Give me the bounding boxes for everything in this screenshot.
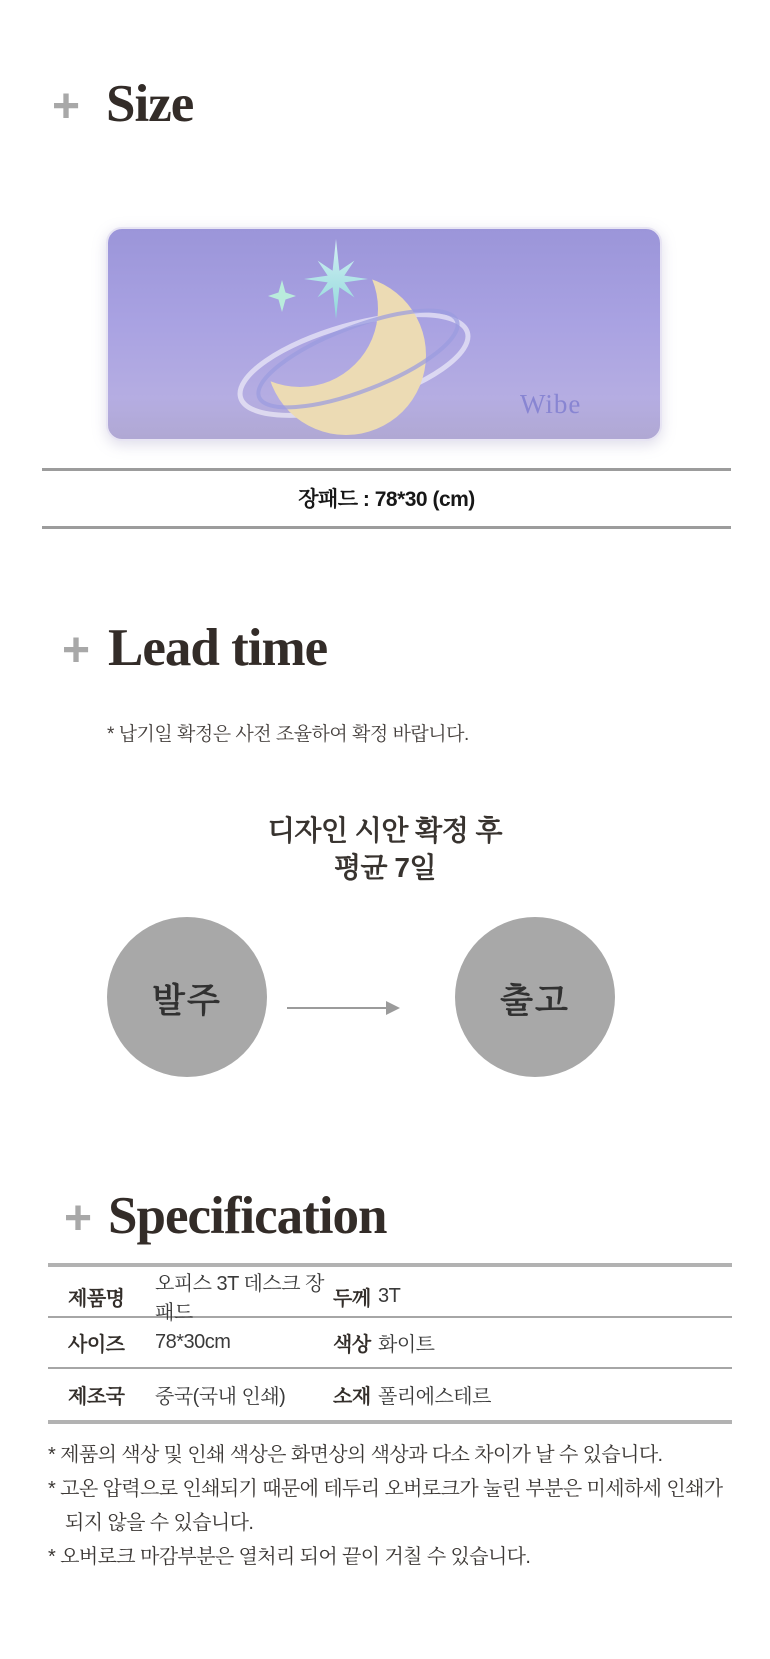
leadtime-note: * 납기일 확정은 사전 조율하여 확정 바랍니다. — [107, 724, 469, 745]
footnote: * 오버로크 마감부분은 열처리 되어 끝이 거칠 수 있습니다. — [48, 1546, 531, 1568]
spec-value-thickness: 3T — [378, 1284, 401, 1307]
arrow-right-icon — [287, 1001, 400, 1015]
deskpad-illustration — [106, 227, 662, 441]
plus-icon: + — [52, 79, 81, 133]
flow-step-ship — [455, 917, 615, 1077]
spec-label-color: 색상 — [333, 1334, 371, 1356]
flow-step-order — [107, 917, 267, 1077]
spec-section-title: Specification — [108, 1187, 387, 1245]
spec-label-material: 소재 — [333, 1386, 371, 1408]
spec-label-thickness: 두께 — [333, 1287, 371, 1310]
spec-value-product-name: 오피스 3T 데스크 장패드 — [155, 1273, 324, 1324]
plus-icon: + — [64, 1191, 93, 1245]
size-caption-band — [42, 468, 731, 529]
plus-icon: + — [62, 623, 91, 677]
leadtime-headline-line2: 평균 7일 — [334, 852, 436, 883]
leadtime-section-title: Lead time — [108, 619, 328, 677]
flow-step-order-label: 발주 — [152, 981, 222, 1020]
product-image — [106, 227, 662, 441]
table-row — [48, 1267, 732, 1324]
spec-value-material: 폴리에스테르 — [378, 1386, 491, 1408]
spec-value-color: 화이트 — [378, 1334, 435, 1356]
leadtime-headline — [0, 812, 770, 886]
table-row — [48, 1369, 732, 1420]
flow-step-ship-label: 출고 — [500, 981, 570, 1020]
spec-label-origin: 제조국 — [68, 1386, 125, 1408]
spec-value-origin: 중국(국내 인쇄) — [155, 1386, 286, 1408]
spec-footnotes — [48, 1438, 740, 1574]
table-row — [48, 1318, 732, 1369]
moon-icon — [266, 275, 426, 435]
footnote: * 고온 압력으로 인쇄되기 때문에 테두리 오버로크가 눌린 부분은 미세하세 인쇄가 되지 않을 수 있습니다. — [48, 1478, 723, 1534]
size-caption: 장패드 : 78*30 (cm) — [298, 488, 475, 511]
spec-section-heading — [64, 1187, 387, 1245]
spec-label-size: 사이즈 — [68, 1334, 125, 1356]
footnote: * 제품의 색상 및 인쇄 색상은 화면상의 색상과 다소 차이가 날 수 있습니다. — [48, 1444, 663, 1466]
brand-text: Wibe — [520, 389, 582, 419]
spec-table — [48, 1263, 732, 1424]
leadtime-section-heading — [62, 619, 328, 677]
spec-label-product-name: 제품명 — [68, 1287, 125, 1310]
size-section-heading — [52, 75, 194, 133]
leadtime-headline-line1: 디자인 시안 확정 후 — [267, 815, 503, 846]
size-section-title: Size — [106, 75, 194, 133]
spec-value-size: 78*30cm — [155, 1331, 231, 1353]
